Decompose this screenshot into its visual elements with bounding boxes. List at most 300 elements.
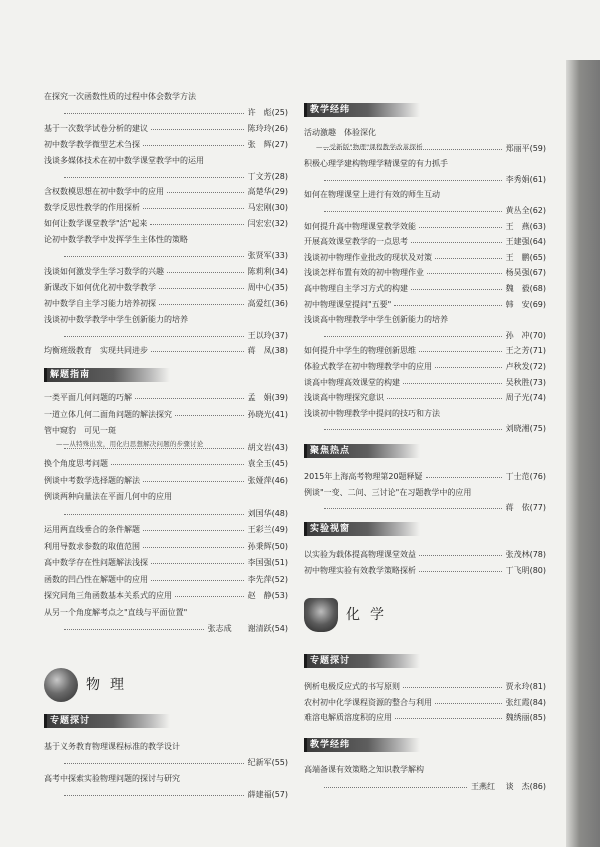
chem-jingwei-entry[interactable] bbox=[304, 782, 546, 793]
entry-author: 孙晓光 bbox=[247, 409, 272, 419]
section-shiyan: 实验视窗 bbox=[304, 522, 420, 536]
entry-author: 张茂林 bbox=[505, 550, 530, 559]
entry-author: 孙秉辉 bbox=[247, 541, 272, 551]
entry-page: (29) bbox=[271, 187, 288, 197]
math-entry[interactable] bbox=[44, 235, 288, 246]
entry-title: 均衡班级教育 实现共同进步 bbox=[44, 346, 148, 356]
jieti-entry[interactable] bbox=[44, 459, 288, 470]
entry-page: (75) bbox=[529, 424, 546, 434]
math-entry[interactable] bbox=[44, 92, 288, 103]
entry-title: 难溶电解质溶度积的应用 bbox=[304, 713, 392, 722]
entry-author-page bbox=[246, 591, 288, 601]
math-entry[interactable] bbox=[44, 203, 288, 214]
entry-page: (55) bbox=[271, 758, 288, 767]
entry-page: (67) bbox=[529, 268, 546, 278]
entry-page: (26) bbox=[271, 123, 288, 133]
leader-dots bbox=[175, 596, 244, 597]
phys-jingwei-entry[interactable] bbox=[304, 268, 546, 279]
math-entry[interactable] bbox=[44, 315, 288, 326]
entry-title: 函数的凹凸性在解题中的应用 bbox=[44, 574, 148, 584]
redian-entry[interactable] bbox=[304, 488, 546, 499]
subject-name: 物理 bbox=[86, 677, 134, 693]
entry-author: 陈莉利 bbox=[247, 266, 272, 276]
entry-author: 高爱红 bbox=[247, 298, 272, 308]
phys-jingwei-entry[interactable] bbox=[304, 237, 546, 248]
entry-author: 张志成 谢清跃 bbox=[207, 624, 272, 633]
subject-heading bbox=[44, 666, 244, 706]
entry-author: 周子光 bbox=[505, 393, 530, 403]
entry-author: 蒋 依 bbox=[505, 503, 530, 512]
entry-title: 浅谈初中物理教学中提问的技巧和方法 bbox=[304, 408, 440, 418]
entry-author: 周中心 bbox=[247, 282, 272, 292]
leader-dots bbox=[143, 530, 244, 531]
entry-author-page bbox=[504, 362, 546, 372]
entry-author-page bbox=[504, 503, 546, 513]
entry-title: 例谈中考数学选择题的解法 bbox=[44, 475, 140, 485]
entry-author: 胡文岩 bbox=[247, 442, 272, 452]
entry-page: (35) bbox=[271, 282, 288, 292]
entry-author: 王燕红 谈 杰 bbox=[471, 782, 530, 791]
entry-page: (27) bbox=[271, 139, 288, 149]
entry-author: 王建强 bbox=[505, 237, 530, 247]
phys-jingwei-entry[interactable] bbox=[304, 346, 546, 357]
entry-author: 薛建福 bbox=[247, 790, 272, 799]
entry-title: 初中数学教学微型艺术刍探 bbox=[44, 139, 140, 149]
phys-jingwei-entry[interactable] bbox=[304, 190, 546, 201]
phys-jingwei-entry[interactable] bbox=[304, 409, 546, 420]
entry-title: 例析电极反应式的书写原则 bbox=[304, 682, 400, 691]
entry-page: (69) bbox=[529, 299, 546, 309]
entry-title: 开展高效课堂教学的一点思考 bbox=[304, 237, 408, 247]
entry-page: (34) bbox=[271, 266, 288, 276]
phys-zhuanti-entry[interactable] bbox=[44, 758, 288, 769]
entry-title: 如何提升高中物理课堂教学效能 bbox=[304, 221, 416, 231]
entry-author: 许 彪 bbox=[247, 107, 272, 117]
leader-dots bbox=[324, 211, 502, 212]
phys-jingwei-entry[interactable] bbox=[304, 253, 546, 264]
leader-dots bbox=[150, 224, 244, 225]
entry-page: (64) bbox=[529, 237, 546, 247]
entry-author: 高楚华 bbox=[247, 187, 272, 197]
jieti-entry[interactable] bbox=[44, 476, 288, 487]
entry-author: 李秀娟 bbox=[505, 174, 530, 184]
entry-page: (48) bbox=[271, 508, 288, 518]
entry-page: (25) bbox=[271, 107, 288, 117]
physics-globe-icon bbox=[44, 668, 78, 702]
phys-jingwei-entry[interactable] bbox=[304, 393, 546, 404]
entry-page: (32) bbox=[271, 219, 288, 229]
entry-page: (30) bbox=[271, 203, 288, 213]
leader-dots bbox=[64, 763, 244, 764]
entry-title: 浅谈高中物理探究意识 bbox=[304, 393, 384, 403]
entry-author: 王之芳 bbox=[505, 346, 530, 356]
section-phys-jingwei: 教学经纬 bbox=[304, 103, 420, 117]
entry-author-page bbox=[504, 237, 546, 247]
math-entry[interactable] bbox=[44, 187, 288, 198]
jieti-entry[interactable] bbox=[44, 542, 288, 553]
entry-author-page bbox=[504, 284, 546, 294]
entry-page: (33) bbox=[271, 251, 288, 260]
jieti-entry[interactable] bbox=[44, 608, 288, 619]
entry-title: 管中窥豹 可见一斑 bbox=[44, 426, 116, 435]
jieti-entry[interactable] bbox=[44, 426, 288, 437]
phys-zhuanti-entry[interactable] bbox=[44, 790, 288, 801]
entry-author: 卢秋发 bbox=[505, 362, 530, 371]
right-column bbox=[304, 0, 546, 847]
entry-title: 例谈两种向量法在平面几何中的应用 bbox=[44, 492, 172, 501]
leader-dots bbox=[151, 563, 244, 564]
leader-dots bbox=[64, 514, 244, 515]
phys-jingwei-entry[interactable] bbox=[304, 315, 546, 326]
entry-page: (51) bbox=[271, 558, 288, 567]
entry-title: 从另一个角度解考点之"直线与平面位置" bbox=[44, 607, 188, 617]
leader-dots bbox=[167, 272, 244, 273]
entry-author: 闫宏宏 bbox=[247, 219, 272, 229]
leader-dots bbox=[324, 787, 467, 788]
entry-title: 农村初中化学课程资源的整合与利用 bbox=[304, 697, 432, 707]
entry-author: 杨昊强 bbox=[505, 268, 530, 278]
entry-author-page bbox=[504, 346, 546, 356]
entry-author: 王 鹏 bbox=[505, 252, 530, 262]
entry-title: 高考中探索实验物理问题的探讨与研究 bbox=[44, 774, 180, 783]
entry-title: 基于义务教育物理课程标准的教学设计 bbox=[44, 742, 180, 751]
entry-page: (84) bbox=[529, 697, 546, 707]
entry-author-page bbox=[504, 268, 546, 278]
entry-author-page bbox=[246, 393, 288, 403]
entry-author: 孟 娟 bbox=[247, 393, 272, 402]
entry-author-page bbox=[246, 219, 288, 229]
jieti-entry[interactable] bbox=[44, 575, 288, 586]
entry-page: (61) bbox=[529, 174, 546, 184]
math-entry[interactable] bbox=[44, 108, 288, 119]
redian-entry[interactable] bbox=[304, 503, 546, 514]
phys-jingwei-entry[interactable] bbox=[304, 300, 546, 311]
entry-author-page bbox=[504, 682, 546, 692]
entry-author: 李国强 bbox=[247, 558, 272, 567]
leader-dots bbox=[143, 547, 244, 548]
leader-dots bbox=[324, 508, 502, 509]
entry-title: 论初中数学教学中发挥学生主体性的策略 bbox=[44, 235, 188, 245]
entry-author: 李先萍 bbox=[247, 574, 272, 584]
entry-title: 浅谈高中物理教学中学生创新能力的培养 bbox=[304, 315, 448, 325]
jieti-entry[interactable] bbox=[44, 492, 288, 503]
leader-dots bbox=[111, 464, 244, 465]
entry-page: (76) bbox=[529, 472, 546, 481]
entry-title: 浅谈多媒体技术在初中数学课堂教学中的运用 bbox=[44, 155, 204, 165]
entry-title: 数学反思性教学的作用探析 bbox=[44, 203, 140, 213]
math-entry[interactable] bbox=[44, 172, 288, 183]
entry-author: 张红霞 bbox=[505, 697, 530, 707]
entry-author: 张 辉 bbox=[247, 139, 272, 149]
entry-author-page bbox=[246, 410, 288, 420]
entry-title: 新课改下如何优化初中数学教学 bbox=[44, 282, 156, 292]
jieti-entry[interactable] bbox=[44, 525, 288, 536]
entry-author-page bbox=[206, 624, 288, 634]
leader-dots bbox=[135, 398, 244, 399]
shiyan-entry[interactable] bbox=[304, 566, 546, 577]
math-entry[interactable] bbox=[44, 331, 288, 342]
entry-page: (43) bbox=[271, 442, 288, 452]
entry-title: 积极心理学建构物理学精课堂的有力抓手 bbox=[304, 159, 448, 169]
leader-dots bbox=[159, 304, 244, 305]
entry-author: 袁全玉 bbox=[247, 459, 272, 468]
phys-jingwei-entry[interactable] bbox=[304, 206, 546, 217]
leader-dots bbox=[419, 227, 502, 228]
entry-author-page bbox=[246, 459, 288, 469]
jieti-subtitle: ——从特殊出发，用化归思想解决问题的步骤讨论 bbox=[56, 440, 204, 448]
math-entry[interactable] bbox=[44, 251, 288, 262]
entry-title: 浅谈初中物理作业批改的现状及对策 bbox=[304, 252, 432, 262]
chem-zhuanti-entry[interactable] bbox=[304, 682, 546, 693]
leader-dots bbox=[64, 177, 244, 178]
entry-page: (86) bbox=[529, 782, 546, 791]
entry-title: 在探究一次函数性质的过程中体会数学方法 bbox=[44, 92, 196, 101]
entry-page: (68) bbox=[529, 284, 546, 293]
entry-author-page bbox=[246, 476, 288, 486]
phys-jingwei-entry[interactable] bbox=[304, 159, 546, 170]
entry-author-page bbox=[246, 299, 288, 309]
jieti-entry[interactable] bbox=[44, 393, 288, 404]
redian-entry[interactable] bbox=[304, 472, 546, 483]
entry-author-page bbox=[246, 187, 288, 197]
leader-dots bbox=[64, 629, 204, 630]
math-entry[interactable] bbox=[44, 283, 288, 294]
leader-dots bbox=[419, 555, 502, 556]
leader-dots bbox=[403, 687, 502, 688]
leader-dots bbox=[64, 256, 244, 257]
entry-author-page bbox=[246, 509, 288, 519]
entry-author-page bbox=[504, 713, 546, 723]
entry-page: (72) bbox=[529, 362, 546, 371]
leader-dots bbox=[435, 367, 502, 368]
math-entry[interactable] bbox=[44, 299, 288, 310]
phys-jingwei-entry[interactable] bbox=[304, 378, 546, 389]
entry-author: 纪新军 bbox=[247, 758, 272, 767]
entry-page: (85) bbox=[529, 713, 546, 722]
chem-zhuanti-entry[interactable] bbox=[304, 713, 546, 724]
entry-page: (74) bbox=[529, 393, 546, 403]
section-chem-jingwei: 教学经纬 bbox=[304, 738, 420, 752]
entry-page: (39) bbox=[271, 393, 288, 402]
entry-page: (80) bbox=[529, 565, 546, 575]
phys-jingwei-entry[interactable] bbox=[304, 222, 546, 233]
entry-page: (78) bbox=[529, 550, 546, 559]
entry-author-page bbox=[246, 267, 288, 277]
entry-author-page bbox=[504, 300, 546, 310]
scan-page-edge bbox=[566, 60, 600, 847]
entry-author-page bbox=[504, 175, 546, 185]
entry-author-page bbox=[246, 108, 288, 118]
math-entry[interactable] bbox=[44, 346, 288, 357]
entry-page: (38) bbox=[271, 346, 288, 356]
leader-dots bbox=[175, 415, 244, 416]
entry-title: 谈高中物理高效课堂的构建 bbox=[304, 377, 400, 387]
leader-dots bbox=[159, 288, 244, 289]
entry-page: (28) bbox=[271, 171, 288, 181]
entry-page: (52) bbox=[271, 574, 288, 584]
math-entry[interactable] bbox=[44, 124, 288, 135]
entry-page: (57) bbox=[271, 790, 288, 799]
entry-page: (59) bbox=[529, 143, 546, 153]
entry-author: 刘晓湘 bbox=[505, 424, 530, 434]
entry-title: 利用导数求参数的取值范围 bbox=[44, 541, 140, 551]
leader-dots bbox=[151, 129, 244, 130]
entry-author: 马宏刚 bbox=[247, 203, 272, 213]
jieti-entry[interactable] bbox=[44, 410, 288, 421]
leader-dots bbox=[395, 718, 502, 719]
entry-author: 王 燕 bbox=[505, 221, 530, 231]
section-jieti: 解题指南 bbox=[44, 368, 170, 382]
leader-dots bbox=[435, 258, 502, 259]
leader-dots bbox=[435, 703, 502, 704]
entry-author: 魏 毅 bbox=[505, 284, 530, 293]
entry-title: 初中物理课堂提问"五要" bbox=[304, 299, 392, 309]
entry-author-page bbox=[246, 203, 288, 213]
entry-page: (65) bbox=[529, 252, 546, 262]
math-entry[interactable] bbox=[44, 156, 288, 167]
leader-dots bbox=[64, 113, 244, 114]
entry-page: (63) bbox=[529, 221, 546, 231]
entry-page: (71) bbox=[529, 346, 546, 356]
leader-dots bbox=[151, 580, 244, 581]
entry-author-page bbox=[504, 393, 546, 403]
chem-jingwei-entry[interactable] bbox=[304, 765, 546, 776]
entry-title: 如何提升中学生的物理创新思维 bbox=[304, 346, 416, 356]
entry-author: 丁飞明 bbox=[505, 565, 530, 575]
leader-dots bbox=[151, 351, 244, 352]
entry-page: (46) bbox=[271, 475, 288, 485]
entry-title: 浅谈初中数学教学中学生创新能力的培养 bbox=[44, 314, 188, 324]
entry-author-page bbox=[504, 424, 546, 434]
entry-title: 探究同角三角函数基本关系式的应用 bbox=[44, 591, 172, 600]
entry-author: 吴秋胜 bbox=[505, 377, 530, 387]
entry-author: 孙 冲 bbox=[505, 330, 530, 340]
entry-page: (45) bbox=[271, 459, 288, 468]
leader-dots bbox=[64, 795, 244, 796]
subject-name: 化学 bbox=[346, 607, 394, 623]
entry-title: 高中物理自主学习方式的构建 bbox=[304, 284, 408, 293]
entry-page: (37) bbox=[271, 330, 288, 340]
leader-dots bbox=[324, 180, 502, 181]
entry-page: (73) bbox=[529, 377, 546, 387]
leader-dots bbox=[143, 208, 244, 209]
entry-author: 张贤军 bbox=[247, 251, 272, 260]
math-entry[interactable] bbox=[44, 267, 288, 278]
entry-page: (77) bbox=[529, 503, 546, 512]
leader-dots bbox=[411, 289, 502, 290]
entry-title: 含权数模思想在初中数学中的应用 bbox=[44, 187, 164, 197]
leader-dots bbox=[411, 242, 502, 243]
left-column bbox=[44, 0, 288, 847]
entry-author: 陈玲玲 bbox=[247, 123, 272, 133]
phys-jingwei-entry[interactable] bbox=[304, 424, 546, 435]
entry-page: (50) bbox=[271, 541, 288, 551]
section-redian: 聚焦热点 bbox=[304, 444, 420, 458]
phys-jingwei-entry[interactable] bbox=[304, 331, 546, 342]
entry-author-page bbox=[246, 140, 288, 150]
entry-page: (70) bbox=[529, 330, 546, 340]
entry-title: 如何让数学课堂教学"活"起来 bbox=[44, 219, 148, 229]
entry-author-page bbox=[504, 566, 546, 576]
entry-title: 活动激趣 体验深化 bbox=[304, 128, 376, 137]
entry-title: 浅谈怎样布置有效的初中物理作业 bbox=[304, 268, 424, 278]
entry-author-page bbox=[246, 542, 288, 552]
entry-author-page bbox=[504, 331, 546, 341]
leader-dots bbox=[387, 398, 502, 399]
leader-dots bbox=[427, 273, 502, 274]
entry-author: 王以玲 bbox=[247, 330, 272, 340]
chemistry-hand-icon bbox=[304, 598, 338, 632]
entry-author-page bbox=[504, 378, 546, 388]
leader-dots bbox=[324, 429, 502, 430]
entry-author: 蒋 凤 bbox=[247, 346, 272, 356]
jieti-entry[interactable] bbox=[44, 509, 288, 520]
entry-author: 刘国华 bbox=[247, 508, 272, 518]
entry-author: 赵 静 bbox=[247, 591, 272, 600]
jieti-entry[interactable] bbox=[44, 591, 288, 602]
entry-author-page bbox=[246, 251, 288, 261]
phys-jingwei-entry[interactable] bbox=[304, 362, 546, 373]
entry-author-page bbox=[504, 550, 546, 560]
entry-page: (49) bbox=[271, 525, 288, 534]
entry-title: 初中物理实验有效教学策略探析 bbox=[304, 565, 416, 575]
jieti-entry[interactable] bbox=[44, 558, 288, 569]
entry-author-page bbox=[246, 124, 288, 134]
phys-jingwei-entry[interactable] bbox=[304, 128, 546, 139]
leader-dots bbox=[419, 351, 502, 352]
chem-zhuanti-entry[interactable] bbox=[304, 698, 546, 709]
entry-author-page bbox=[504, 253, 546, 263]
entry-title: 基于一次数学试卷分析的建议 bbox=[44, 123, 148, 133]
entry-page: (81) bbox=[529, 682, 546, 691]
leader-dots bbox=[419, 571, 502, 572]
entry-title: 初中数学自主学习能力培养初探 bbox=[44, 298, 156, 308]
phys-zhuanti-entry[interactable] bbox=[44, 742, 288, 753]
entry-page: (41) bbox=[271, 409, 288, 419]
entry-author: 郑丽平 bbox=[505, 143, 530, 153]
math-entry[interactable] bbox=[44, 219, 288, 230]
subject-heading bbox=[304, 596, 504, 636]
entry-page: (36) bbox=[271, 298, 288, 308]
entry-author-page bbox=[246, 525, 288, 535]
leader-dots bbox=[64, 336, 244, 337]
entry-author-page bbox=[246, 558, 288, 568]
entry-title: 如何在物理课堂上进行有效的师生互动 bbox=[304, 190, 440, 200]
phys-jingwei-entry[interactable] bbox=[304, 284, 546, 295]
phys-jingwei-entry[interactable] bbox=[304, 175, 546, 186]
entry-title: 例谈"一变、二问、三讨论"在习题教学中的应用 bbox=[304, 487, 472, 497]
leader-dots bbox=[324, 336, 502, 337]
entry-author-page bbox=[504, 698, 546, 708]
math-entry[interactable] bbox=[44, 140, 288, 151]
entry-title: 高中数学存在性问题解法浅探 bbox=[44, 558, 148, 567]
entry-author: 王彩兰 bbox=[247, 525, 272, 534]
shiyan-entry[interactable] bbox=[304, 550, 546, 561]
section-phys-zhuanti: 专题探讨 bbox=[44, 714, 170, 728]
phys-zhuanti-entry[interactable] bbox=[44, 774, 288, 785]
entry-title: 体验式教学在初中物理教学中的应用 bbox=[304, 362, 432, 371]
entry-author-page bbox=[246, 283, 288, 293]
leader-dots bbox=[426, 477, 502, 478]
entry-author: 张娅萍 bbox=[247, 475, 272, 485]
jingwei-subtitle: ——受新版"物理"课程教学改革探析 bbox=[316, 143, 423, 151]
jieti-entry[interactable] bbox=[44, 624, 288, 635]
entry-author: 黄丛全 bbox=[505, 206, 530, 215]
leader-dots bbox=[394, 305, 502, 306]
entry-title: 2015年上海高考物理第20题释疑 bbox=[304, 472, 423, 481]
entry-title: 一道立体几何二面角问题的解法探究 bbox=[44, 409, 172, 419]
entry-title: 运用两直线垂合的条件解题 bbox=[44, 525, 140, 534]
